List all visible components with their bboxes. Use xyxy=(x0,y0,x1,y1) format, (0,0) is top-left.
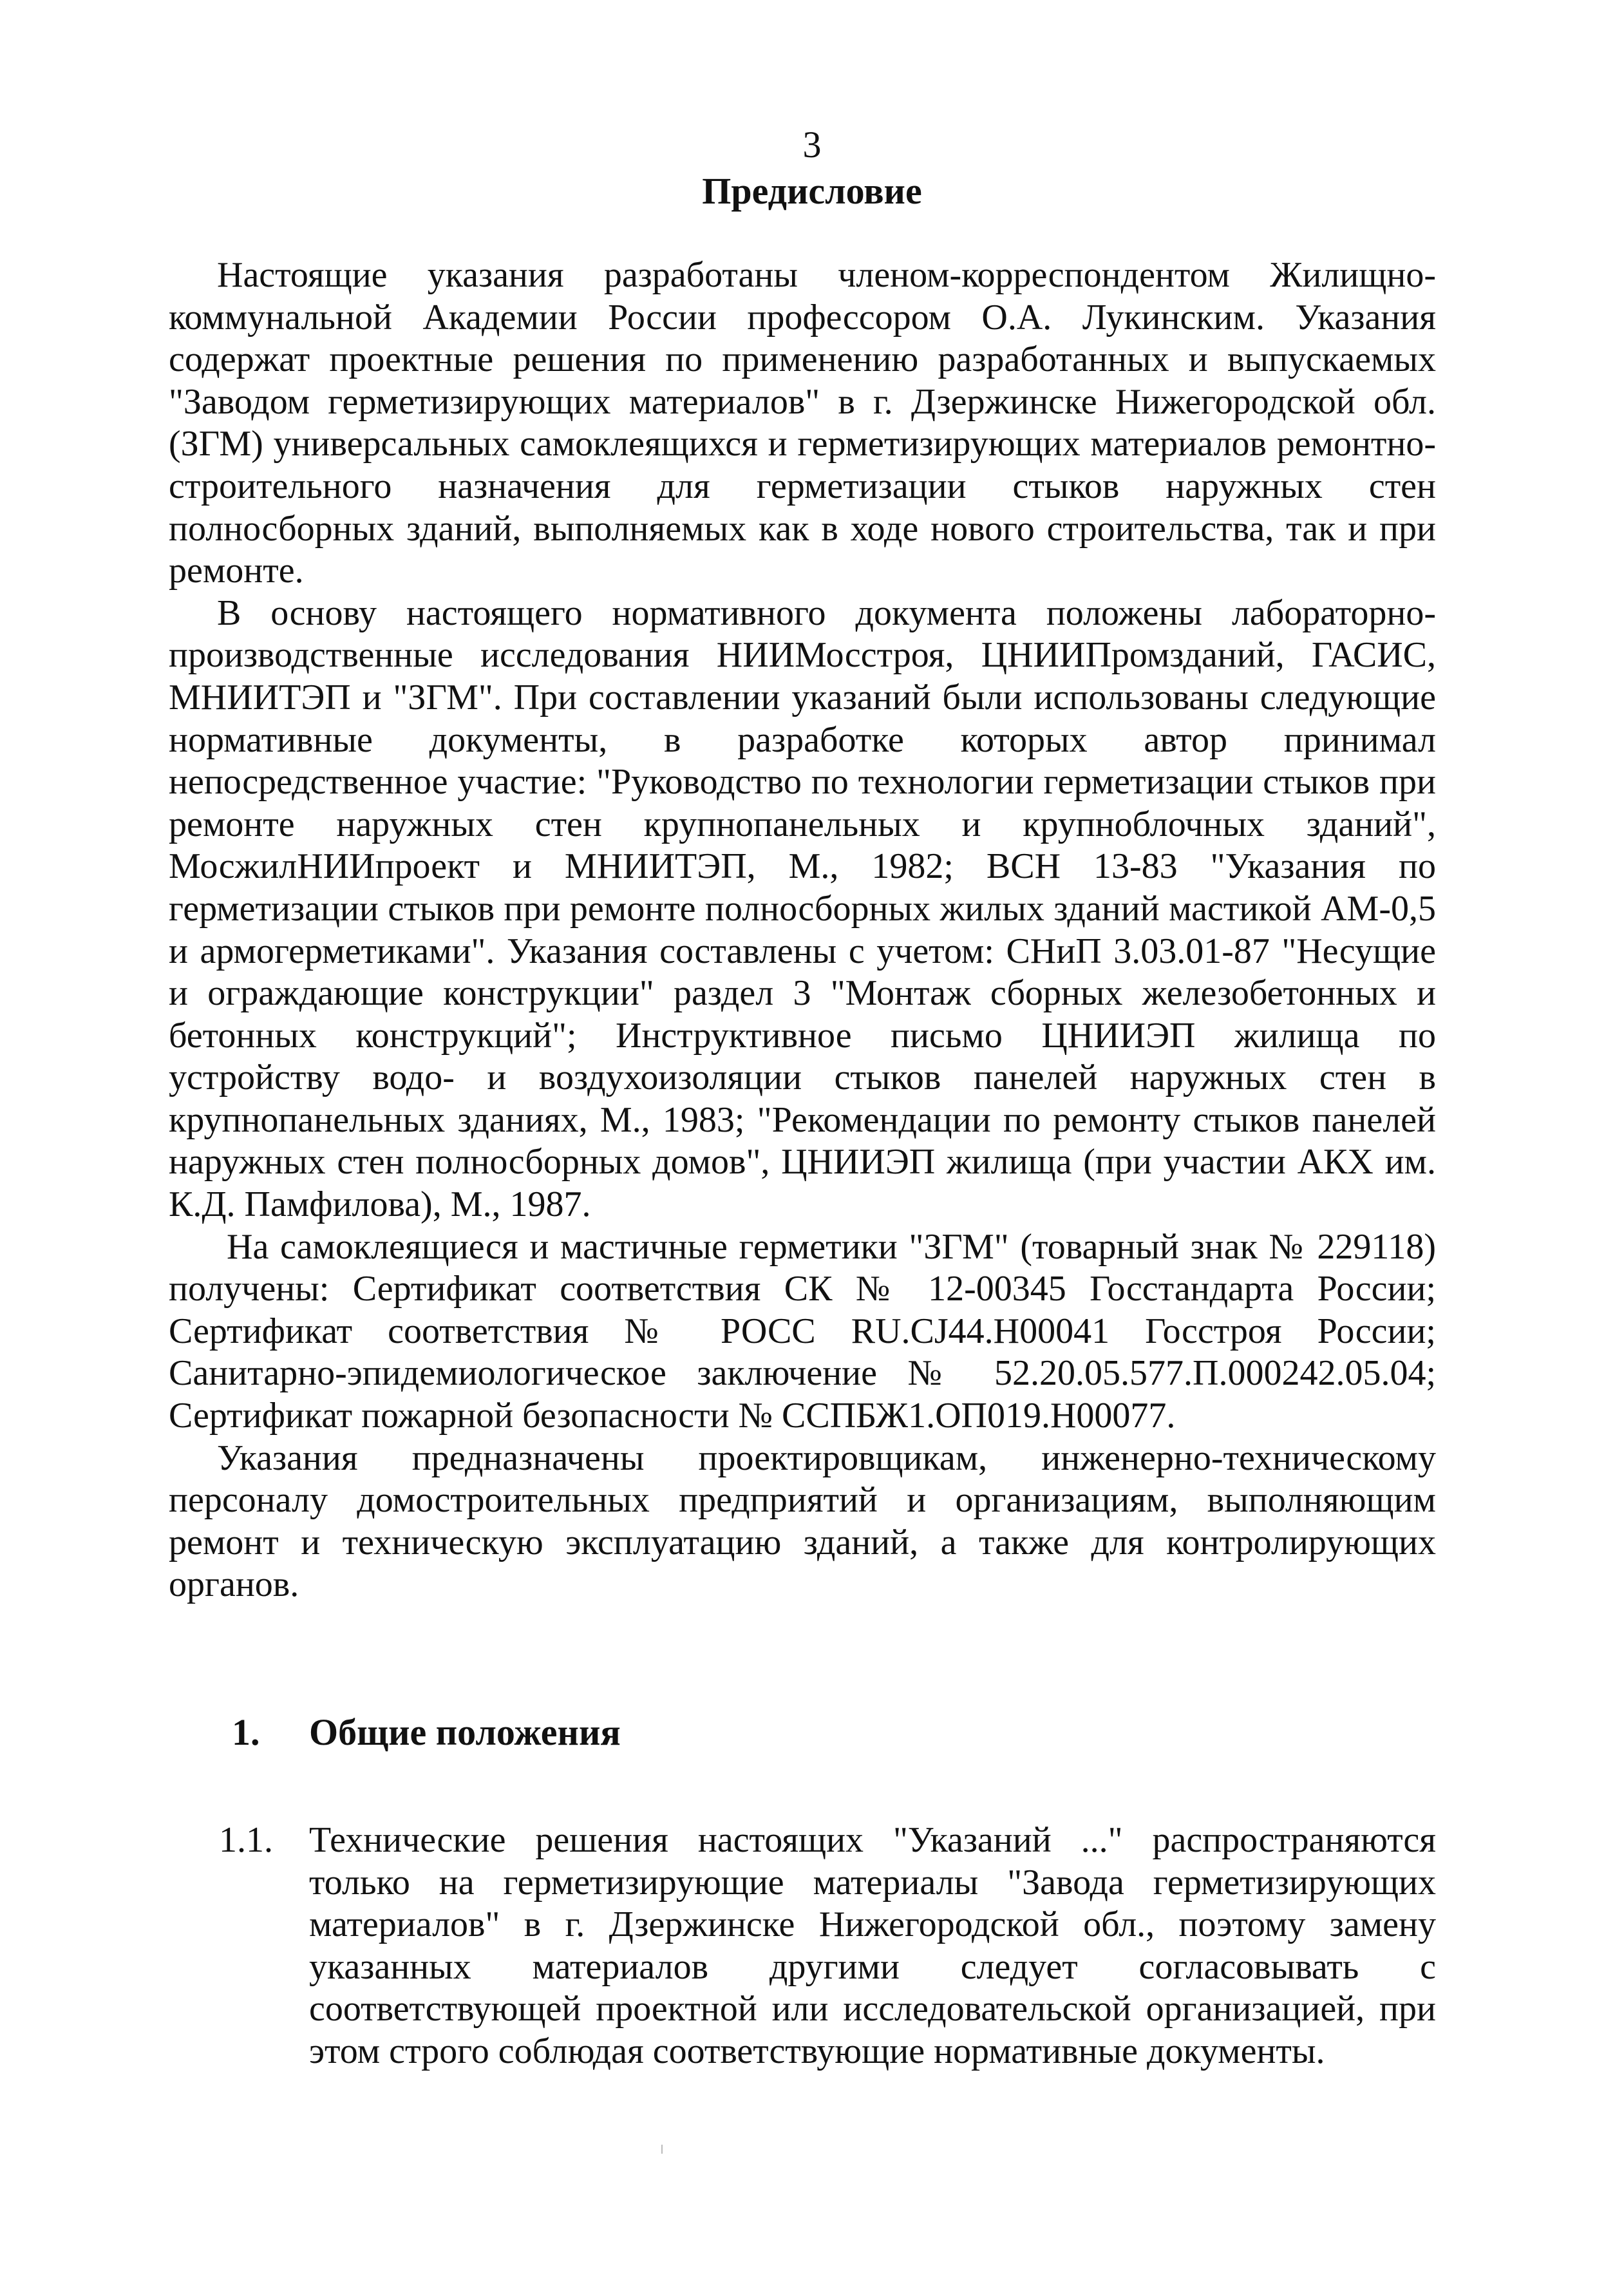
page-title: Предисловие xyxy=(702,170,922,212)
preface-paragraph-3: На самоклеящиеся и мастичные герметики "ЗГМ" (товарный знак № 229118) получены: Сертификат соответствия СК № 12-00345 Госстандарта России; Сертификат соответствия № РОСС RU.СЈ44.Н00041 Госстроя России; Санитарно-эпидемиологическое заключение № 52.20.05.577.П.000242.05.04; Сертификат пожарной безопасности № ССПБЖ1.ОП019.Н00077. xyxy=(169,1226,1436,1436)
section-title: Общие положения xyxy=(309,1711,621,1753)
section-item xyxy=(219,1819,1436,2073)
item-number: 1.1. xyxy=(219,1820,273,1860)
scan-artifact xyxy=(661,2145,663,2154)
preface-paragraph-2: В основу настоящего нормативного документа положены лабораторно-производственные исследования НИИМосстроя, ЦНИИПромзданий, ГАСИС, МНИИТЭП и "ЗГМ". При составлении указаний были использованы следующие нормативные документы, в разработке которых автор принимал непосредственное участие: "Руководство по технологии герметизации стыков при ремонте наружных стен крупнопанельных и крупноблочных зданий", МосжилНИИпроект и МНИИТЭП, М., 1982; ВСН 13-83 "Указания по герметизации стыков при ремонте полносборных жилых зданий мастикой АМ-0,5 и армогерметиками". Указания составлены с учетом: СНиП 3.03.01-87 "Несущие и ограждающие конструкции" раздел 3 "Монтаж сборных железобетонных и бетонных конструкций"; Инструктивное письмо ЦНИИЭП жилища по устройству водо- и воздухоизоляции стыков панелей наружных стен в крупнопанельных зданиях, М., 1983; "Рекомендации по ремонту стыков панелей наружных стен полносборных домов", ЦНИИЭП жилища (при участии АКХ им. К.Д. Памфилова), М., 1987. xyxy=(169,593,1436,1225)
preface-body xyxy=(169,254,1436,1606)
item-text: Технические решения настоящих "Указаний ..." распространяются только на герметизирующие материалы "Завода герметизирующих материалов" в г. Дзержинске Нижегородской обл., поэтому замену указанных материалов другими следует согласовывать с соответствующей проектной или исследовательской организацией, при этом строго соблюдая соответствующие нормативные документы. xyxy=(309,1820,1436,2071)
section-number: 1. xyxy=(232,1711,260,1753)
preface-paragraph-4: Указания предназначены проектировщикам, инженерно-техническому персоналу домостроительных предприятий и организациям, выполняющим ремонт и техническую эксплуатацию зданий, а также для контролирующих органов. xyxy=(169,1438,1436,1605)
page-number: 3 xyxy=(802,124,822,166)
section-heading xyxy=(232,1710,621,1755)
preface-paragraph-1: Настоящие указания разработаны членом-корреспондентом Жилищно-коммунальной Академии России профессором О.А. Лукинским. Указания содержат проектные решения по применению разработанных и выпускаемых "Заводом герметизирующих материалов" в г. Дзержинске Нижегородской обл. (ЗГМ) универсальных самоклеящихся и герметизирующих материалов ремонтно-строительного назначения для герметизации стыков наружных стен полносборных зданий, выполняемых как в ходе нового строительства, так и при ремонте. xyxy=(169,255,1436,591)
